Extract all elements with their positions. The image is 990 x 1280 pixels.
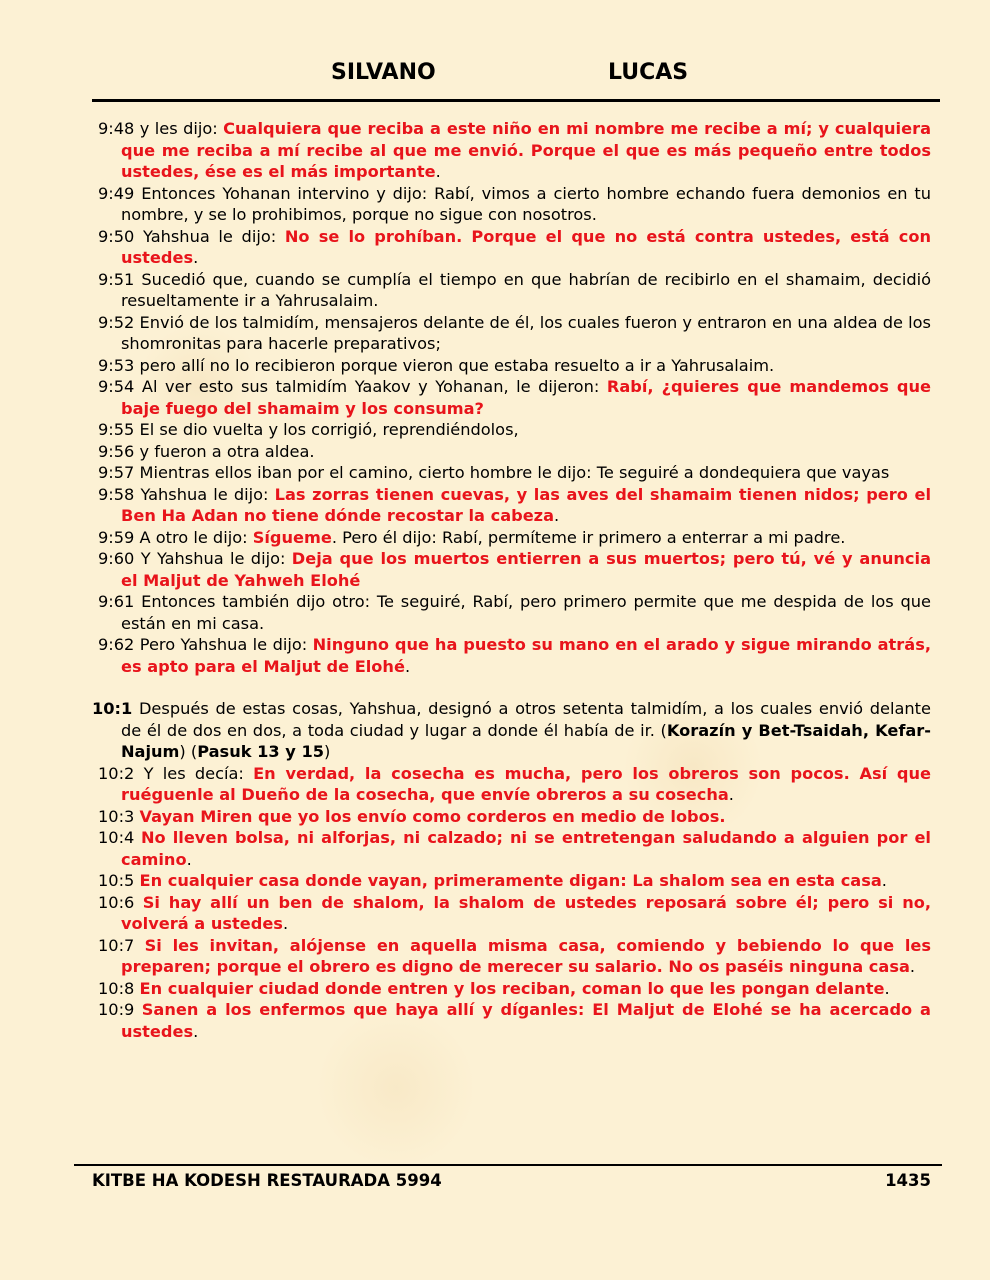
verse-text: . [435,162,441,181]
verse-quote: Las zorras tienen cuevas, y las aves del shamaim tienen nidos; pero el Ben Ha Adan no tiene dónde recostar la cabeza [121,484,932,525]
verse-text: Pasuk 13 y 15 [197,742,324,761]
verse-ref: 9:56 [98,441,135,461]
verse-text: Mientras ellos iban por el camino, cierto hombre le dijo: Te seguiré a dondequiera que vayas [134,463,890,482]
verse-text: Y les decía: [134,763,254,783]
verse-ref: 10:4 [98,828,135,847]
verse-ref: 9:53 [98,355,135,375]
verse [98,462,931,484]
verse-text: y les dijo: [134,119,224,138]
verse-ref: 9:50 [98,226,135,246]
verse-quote: Sígueme [252,527,332,547]
verse [98,634,931,677]
verse-quote: No se lo prohíban. Porque el que no está contra ustedes, está con ustedes [121,226,931,267]
verse-text [134,936,144,955]
verse-text: . Pero él dijo: Rabí, permíteme ir primero a enterrar a mi padre. [331,527,846,547]
verse-text: Yahshua le dijo: [134,484,275,504]
verse-quote: Vayan Miren que yo los envío como corderos en medio de lobos. [139,806,726,826]
verse-text: pero allí no lo recibieron porque vieron que estaba resuelto a ir a Yahrusalaim. [134,355,775,375]
page-footer [0,1171,990,1193]
verse-ref: 9:54 [98,377,135,396]
verse [98,591,931,634]
verse-text: Después de estas cosas, Yahshua, designó a otros setenta talmidím, a los cuales envió delante de él de dos en dos, a toda ciudad y lugar a donde él había de ir. ( [121,699,931,740]
verse-ref: 9:61 [98,592,135,611]
verse-ref: 9:58 [98,484,135,504]
verse-quote: Si hay allí un ben de shalom, la shalom de ustedes reposará sobre él; pero si no, volverá a ustedes [121,892,931,933]
verse-ref: 9:62 [98,635,135,654]
verse-text: El se dio vuelta y los corrigió, reprendiéndolos, [134,420,519,439]
verse [98,978,931,1000]
verse-text: . [881,871,887,890]
verse-text: . [554,506,560,525]
verse-ref: 9:55 [98,420,135,439]
verse-text: . [186,849,192,869]
verse-text [134,828,141,847]
verse-ref: 10:2 [98,763,135,783]
verse [98,548,931,591]
verse-text: . [193,1021,199,1041]
verse [98,806,931,828]
verse-quote: En cualquier casa donde vayan, primeramente digan: La shalom sea en esta casa [139,871,882,890]
verse-ref: 9:59 [98,527,135,547]
verse-text: Sucedió que, cuando se cumplía el tiempo en que habrían de recibirlo en el shamaim, decidió resueltamente ir a Yahrusalaim. [121,269,931,310]
verse-quote: En verdad, la cosecha es mucha, pero los obreros son pocos. Así que ruéguenle al Dueño de la cosecha, que envíe obreros a su cosecha [121,763,931,804]
page-number: 1435 [885,1171,931,1190]
verse-text: ) ( [179,742,198,761]
verse [98,935,931,978]
verse-ref: 9:57 [98,463,135,482]
header-book: LUCAS [608,60,689,85]
verse-quote: No lleven bolsa, ni alforjas, ni calzado; ni se entretengan saludando a alguien por el camino [121,828,931,869]
footer-title: KITBE HA KODESH RESTAURADA 5994 [92,1171,442,1190]
verse-ref: 10:1 [92,699,133,718]
verse-text: . [884,978,890,998]
page-header [0,58,990,92]
verse-text: Entonces Yohanan intervino y dijo: Rabí, vimos a cierto hombre echando fuera demonios en tu nombre, y se lo prohibimos, porque no sigue con nosotros. [121,183,931,224]
verse-ref: 10:3 [98,806,135,826]
verse [98,376,931,419]
verse-text: Y Yahshua le dijo: [134,549,292,568]
verse [98,441,931,463]
verse [98,527,931,549]
verse [98,355,931,377]
verse-ref: 10:6 [98,892,135,912]
verse-text: Al ver esto sus talmidím Yaakov y Yohanan, le dijeron: [134,377,607,396]
verse-text: Pero Yahshua le dijo: [134,635,313,654]
verse [98,892,931,935]
verse-ref: 9:60 [98,549,135,568]
verse [98,183,931,226]
verse-text: . [728,785,734,804]
verse-text: Envió de los talmidím, mensajeros delante de él, los cuales fueron y entraron en una aldea de los shomronitas para hacerle preparativos; [121,312,931,353]
verse-text [134,893,142,912]
verse-text [134,1000,141,1019]
verse [98,763,931,806]
verse [98,312,931,355]
verse-ref: 10:8 [98,978,135,998]
verse-text: . [193,248,199,267]
verse [98,226,931,269]
verse-quote: Rabí, ¿quieres que mandemos que baje fuego del shamaim y los consuma? [121,377,931,418]
verse-text: Yahshua le dijo: [134,226,285,246]
verse [98,269,931,312]
verse [92,698,931,763]
verse [98,118,931,183]
verse-text: A otro le dijo: [134,527,253,547]
header-author: SILVANO [331,60,436,85]
verse-list [92,118,932,1042]
verse-ref: 9:49 [98,183,135,203]
verse [98,484,931,527]
verse-ref: 10:7 [98,935,135,955]
verse-text: . [404,656,411,676]
verse-text: Entonces también dijo otro: Te seguiré, Rabí, pero primero permite que me despida de los que están en mi casa. [121,592,931,633]
header-rule [92,99,940,102]
verse [98,419,931,441]
verse-ref: 9:48 [98,119,135,138]
chapter-gap [98,677,931,698]
verse-text: . [282,914,289,933]
verse-quote: Si les invitan, alójense en aquella misma casa, comiendo y bebiendo lo que les preparen; porque el obrero es digno de merecer su salario. No os paséis ninguna casa [121,935,931,976]
verse-text: ) [324,742,331,761]
verse-quote: Ninguno que ha puesto su mano en el arado y sigue mirando atrás, es apto para el Maljut de Elohé [121,635,931,676]
verse-ref: 9:51 [98,269,135,289]
verse-quote: Deja que los muertos entierren a sus muertos; pero tú, vé y anuncia el Maljut de Yahweh Elohé [121,549,931,590]
verse [98,999,931,1042]
verse-quote: En cualquier ciudad donde entren y los reciban, coman lo que les pongan delante [139,978,885,998]
verse-ref: 10:5 [98,871,135,890]
verse-quote: Cualquiera que reciba a este niño en mi nombre me recibe a mí; y cualquiera que me reciba a mí recibe al que me envió. Porque el que es más pequeño entre todos ustedes, ése es el más importante [121,119,931,181]
verse-quote: Sanen a los enfermos que haya allí y díganles: El Maljut de Elohé se ha acercado a ustedes [121,1000,931,1041]
verse-text: Korazín y Bet-Tsaidah, Kefar-Najum [121,720,931,761]
verse-ref: 9:52 [98,312,135,332]
verse [98,827,931,870]
verse-text: . [909,957,916,976]
footer-rule [74,1164,942,1166]
verse [98,870,931,892]
verse-text: y fueron a otra aldea. [134,441,315,461]
verse-ref: 10:9 [98,1000,135,1019]
